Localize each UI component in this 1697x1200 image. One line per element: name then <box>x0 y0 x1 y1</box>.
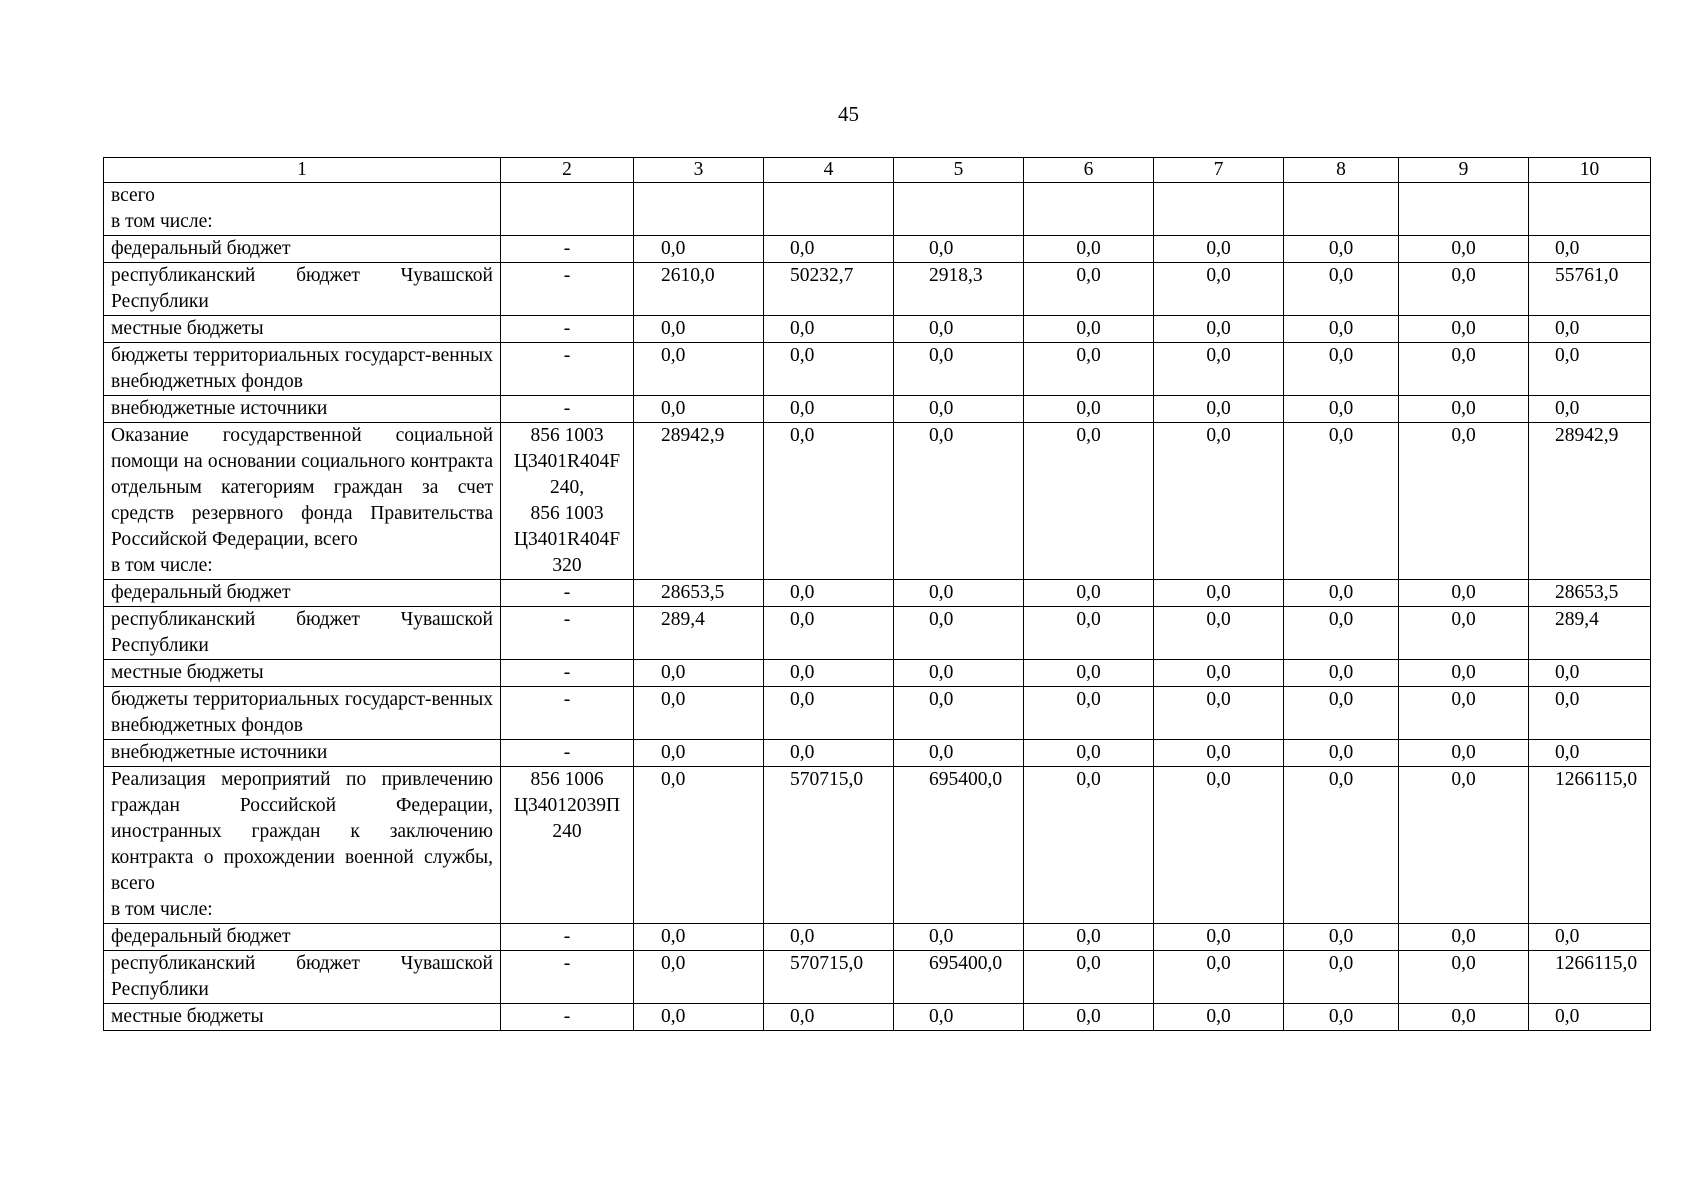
budget-code: - <box>501 396 634 423</box>
budget-code: - <box>501 924 634 951</box>
value-cell: 0,0 <box>894 236 1024 263</box>
table-row <box>104 236 1651 263</box>
column-header: 1 <box>104 158 501 183</box>
value-cell <box>1529 183 1651 236</box>
value-cell: 0,0 <box>1399 660 1529 687</box>
value-cell: 0,0 <box>1284 396 1399 423</box>
value-cell: 0,0 <box>634 1004 764 1031</box>
value-cell: 0,0 <box>1399 316 1529 343</box>
value-cell: 55761,0 <box>1529 263 1651 316</box>
value-cell: 0,0 <box>1154 396 1284 423</box>
value-cell: 0,0 <box>894 580 1024 607</box>
table-row <box>104 396 1651 423</box>
row-label: всего в том числе: <box>104 183 501 236</box>
value-cell: 2918,3 <box>894 263 1024 316</box>
column-header: 5 <box>894 158 1024 183</box>
value-cell: 0,0 <box>1024 263 1154 316</box>
value-cell: 0,0 <box>764 343 894 396</box>
column-header: 6 <box>1024 158 1154 183</box>
budget-code: - <box>501 1004 634 1031</box>
value-cell: 0,0 <box>1154 423 1284 580</box>
value-cell: 0,0 <box>1024 343 1154 396</box>
value-cell: 0,0 <box>1399 1004 1529 1031</box>
value-cell: 0,0 <box>1529 924 1651 951</box>
table-row <box>104 343 1651 396</box>
value-cell: 1266115,0 <box>1529 767 1651 924</box>
value-cell: 0,0 <box>764 236 894 263</box>
row-label: федеральный бюджет <box>104 236 501 263</box>
value-cell: 0,0 <box>1024 687 1154 740</box>
value-cell: 0,0 <box>1284 607 1399 660</box>
value-cell: 0,0 <box>1024 236 1154 263</box>
value-cell: 0,0 <box>894 924 1024 951</box>
value-cell: 0,0 <box>764 740 894 767</box>
value-cell: 28653,5 <box>1529 580 1651 607</box>
table-row <box>104 687 1651 740</box>
value-cell: 0,0 <box>1154 316 1284 343</box>
value-cell: 0,0 <box>1024 740 1154 767</box>
budget-code: - <box>501 687 634 740</box>
value-cell: 1266115,0 <box>1529 951 1651 1004</box>
value-cell: 0,0 <box>1284 767 1399 924</box>
value-cell: 0,0 <box>1024 316 1154 343</box>
value-cell: 0,0 <box>1154 767 1284 924</box>
value-cell: 0,0 <box>1154 1004 1284 1031</box>
table-row <box>104 1004 1651 1031</box>
value-cell: 0,0 <box>1154 607 1284 660</box>
budget-code: - <box>501 660 634 687</box>
column-number-row <box>104 158 1651 183</box>
value-cell: 0,0 <box>634 396 764 423</box>
value-cell: 0,0 <box>634 951 764 1004</box>
budget-code: - <box>501 316 634 343</box>
value-cell: 0,0 <box>894 1004 1024 1031</box>
column-header: 7 <box>1154 158 1284 183</box>
value-cell: 0,0 <box>1529 1004 1651 1031</box>
value-cell: 0,0 <box>1284 343 1399 396</box>
budget-code: - <box>501 263 634 316</box>
value-cell: 0,0 <box>1284 316 1399 343</box>
value-cell: 0,0 <box>1284 660 1399 687</box>
value-cell <box>1024 183 1154 236</box>
value-cell: 289,4 <box>1529 607 1651 660</box>
value-cell: 0,0 <box>1154 951 1284 1004</box>
column-header: 10 <box>1529 158 1651 183</box>
value-cell: 0,0 <box>764 316 894 343</box>
table-row <box>104 183 1651 236</box>
table-row <box>104 316 1651 343</box>
value-cell: 0,0 <box>764 687 894 740</box>
row-label: бюджеты территориальных государст-венных внебюджетных фондов <box>104 687 501 740</box>
value-cell: 0,0 <box>634 740 764 767</box>
budget-code: 856 1003 Ц3401R404F 240, 856 1003 Ц3401R404F 320 <box>501 423 634 580</box>
value-cell: 0,0 <box>1399 580 1529 607</box>
value-cell: 0,0 <box>894 607 1024 660</box>
value-cell: 0,0 <box>764 423 894 580</box>
budget-code: 856 1006 Ц34012039П 240 <box>501 767 634 924</box>
value-cell: 0,0 <box>1154 580 1284 607</box>
value-cell: 0,0 <box>1154 740 1284 767</box>
value-cell: 0,0 <box>894 343 1024 396</box>
value-cell: 28653,5 <box>634 580 764 607</box>
row-label: внебюджетные источники <box>104 740 501 767</box>
value-cell: 0,0 <box>1284 236 1399 263</box>
value-cell: 0,0 <box>894 687 1024 740</box>
value-cell: 0,0 <box>894 423 1024 580</box>
row-label: бюджеты территориальных государст-венных внебюджетных фондов <box>104 343 501 396</box>
budget-code: - <box>501 580 634 607</box>
value-cell: 0,0 <box>1024 1004 1154 1031</box>
value-cell <box>634 183 764 236</box>
table-row <box>104 740 1651 767</box>
value-cell: 0,0 <box>1284 263 1399 316</box>
value-cell: 0,0 <box>1024 924 1154 951</box>
value-cell: 2610,0 <box>634 263 764 316</box>
row-label: республиканский бюджет Чувашской Республики <box>104 263 501 316</box>
value-cell: 0,0 <box>1024 607 1154 660</box>
value-cell: 0,0 <box>1284 951 1399 1004</box>
table-row <box>104 924 1651 951</box>
row-label: федеральный бюджет <box>104 924 501 951</box>
value-cell: 0,0 <box>1399 263 1529 316</box>
page-number: 45 <box>838 102 859 126</box>
value-cell: 0,0 <box>1284 924 1399 951</box>
value-cell: 0,0 <box>634 343 764 396</box>
value-cell: 0,0 <box>1399 236 1529 263</box>
row-label: местные бюджеты <box>104 660 501 687</box>
row-label: республиканский бюджет Чувашской Республики <box>104 951 501 1004</box>
value-cell: 0,0 <box>764 580 894 607</box>
value-cell: 0,0 <box>1399 607 1529 660</box>
budget-code: - <box>501 607 634 660</box>
table-row <box>104 263 1651 316</box>
value-cell <box>1284 183 1399 236</box>
value-cell: 0,0 <box>1529 236 1651 263</box>
budget-code: - <box>501 740 634 767</box>
value-cell: 0,0 <box>894 316 1024 343</box>
budget-code <box>501 183 634 236</box>
value-cell: 0,0 <box>1529 660 1651 687</box>
value-cell: 0,0 <box>1024 423 1154 580</box>
value-cell: 0,0 <box>1154 660 1284 687</box>
row-label: местные бюджеты <box>104 1004 501 1031</box>
value-cell: 695400,0 <box>894 767 1024 924</box>
value-cell: 570715,0 <box>764 951 894 1004</box>
value-cell: 0,0 <box>1529 687 1651 740</box>
budget-code: - <box>501 951 634 1004</box>
value-cell: 0,0 <box>1399 767 1529 924</box>
value-cell: 0,0 <box>634 924 764 951</box>
column-header: 9 <box>1399 158 1529 183</box>
table-row <box>104 423 1651 580</box>
value-cell: 0,0 <box>634 236 764 263</box>
value-cell: 0,0 <box>1154 236 1284 263</box>
value-cell: 0,0 <box>1399 740 1529 767</box>
budget-table <box>103 157 1651 1031</box>
value-cell: 0,0 <box>764 924 894 951</box>
value-cell: 0,0 <box>894 660 1024 687</box>
value-cell <box>1154 183 1284 236</box>
row-label: местные бюджеты <box>104 316 501 343</box>
value-cell: 0,0 <box>764 607 894 660</box>
value-cell: 0,0 <box>1154 924 1284 951</box>
value-cell: 0,0 <box>1284 580 1399 607</box>
value-cell: 0,0 <box>1024 767 1154 924</box>
row-label: внебюджетные источники <box>104 396 501 423</box>
budget-code: - <box>501 236 634 263</box>
value-cell: 50232,7 <box>764 263 894 316</box>
value-cell: 0,0 <box>1529 740 1651 767</box>
value-cell: 0,0 <box>1529 343 1651 396</box>
value-cell <box>894 183 1024 236</box>
value-cell: 0,0 <box>1399 396 1529 423</box>
value-cell: 0,0 <box>1399 343 1529 396</box>
value-cell: 0,0 <box>1154 343 1284 396</box>
value-cell: 0,0 <box>1284 1004 1399 1031</box>
column-header: 3 <box>634 158 764 183</box>
value-cell: 0,0 <box>1399 687 1529 740</box>
value-cell: 0,0 <box>764 660 894 687</box>
value-cell: 0,0 <box>1024 951 1154 1004</box>
value-cell: 0,0 <box>634 660 764 687</box>
value-cell: 0,0 <box>1154 687 1284 740</box>
column-header: 2 <box>501 158 634 183</box>
value-cell: 0,0 <box>1024 580 1154 607</box>
table-row <box>104 951 1651 1004</box>
value-cell: 289,4 <box>634 607 764 660</box>
value-cell: 0,0 <box>1399 951 1529 1004</box>
value-cell: 28942,9 <box>634 423 764 580</box>
value-cell: 570715,0 <box>764 767 894 924</box>
value-cell: 0,0 <box>1399 423 1529 580</box>
row-label: федеральный бюджет <box>104 580 501 607</box>
table-row <box>104 607 1651 660</box>
value-cell: 0,0 <box>1024 396 1154 423</box>
value-cell: 0,0 <box>1399 924 1529 951</box>
row-label: Реализация мероприятий по привлечению граждан Российской Федерации, иностранных граждан к заключению контракта о прохождении военной службы, всего в том числе: <box>104 767 501 924</box>
table-row <box>104 580 1651 607</box>
value-cell: 0,0 <box>764 1004 894 1031</box>
row-label: Оказание государственной социальной помощи на основании социального контракта отдельным категориям граждан за счет средств резервного фонда Правительства Российской Федерации, всего в том числе: <box>104 423 501 580</box>
value-cell: 0,0 <box>1024 660 1154 687</box>
budget-code: - <box>501 343 634 396</box>
value-cell: 0,0 <box>1284 423 1399 580</box>
value-cell: 0,0 <box>634 316 764 343</box>
value-cell: 0,0 <box>1284 687 1399 740</box>
value-cell: 695400,0 <box>894 951 1024 1004</box>
row-label: республиканский бюджет Чувашской Республики <box>104 607 501 660</box>
column-header: 4 <box>764 158 894 183</box>
table-row <box>104 767 1651 924</box>
value-cell <box>1399 183 1529 236</box>
value-cell: 0,0 <box>894 396 1024 423</box>
value-cell: 0,0 <box>1529 396 1651 423</box>
value-cell <box>764 183 894 236</box>
value-cell: 0,0 <box>1154 263 1284 316</box>
value-cell: 0,0 <box>1284 740 1399 767</box>
value-cell: 0,0 <box>634 687 764 740</box>
value-cell: 0,0 <box>1529 316 1651 343</box>
value-cell: 0,0 <box>634 767 764 924</box>
value-cell: 28942,9 <box>1529 423 1651 580</box>
value-cell: 0,0 <box>764 396 894 423</box>
value-cell: 0,0 <box>894 740 1024 767</box>
column-header: 8 <box>1284 158 1399 183</box>
table-row <box>104 660 1651 687</box>
